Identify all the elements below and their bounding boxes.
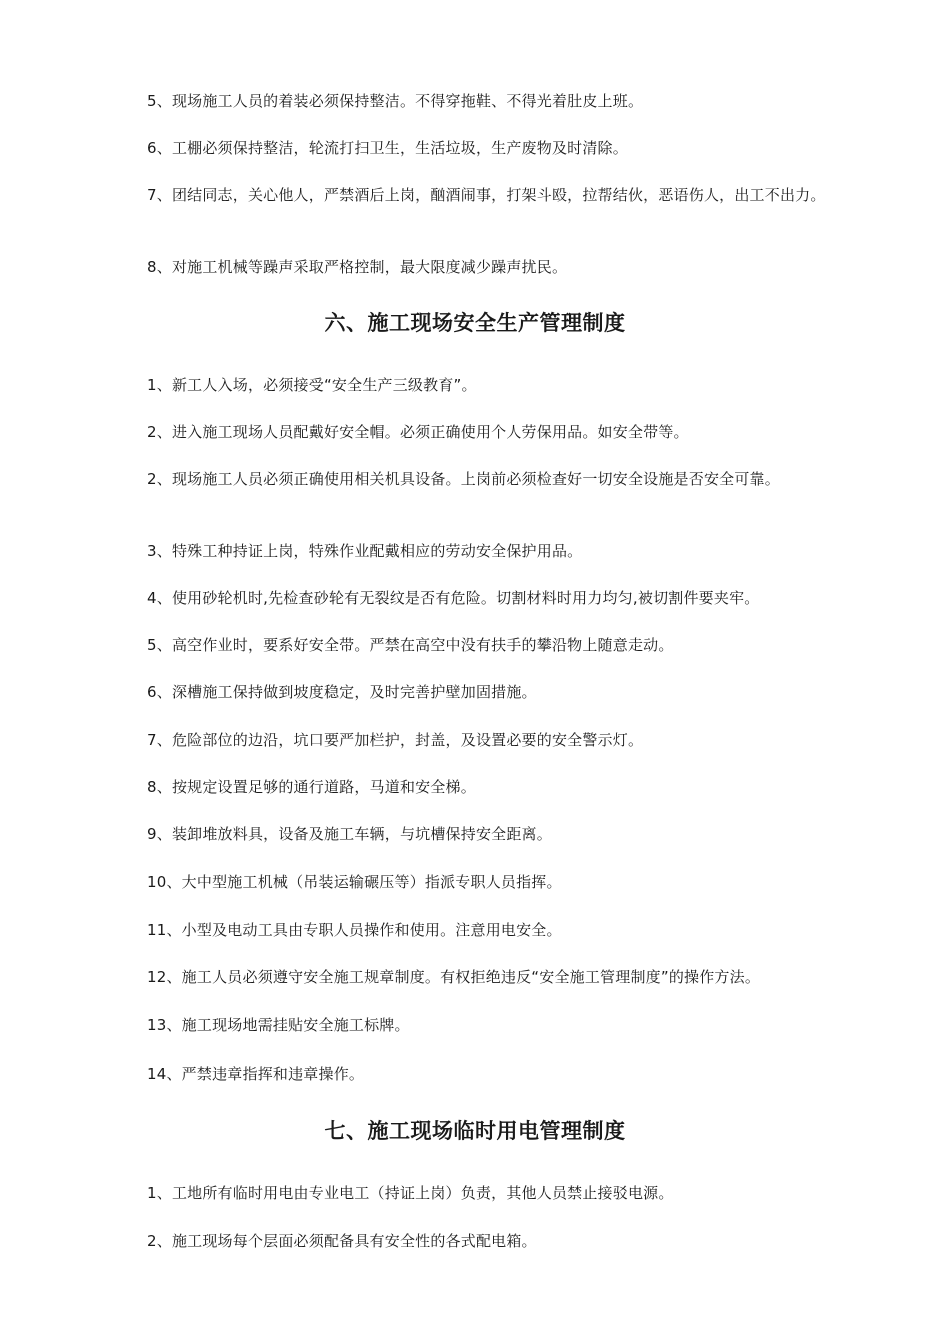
section6-item-2a: 2、进入施工现场人员配戴好安全帽。必须正确使用个人劳保用品。如安全带等。: [147, 423, 689, 441]
section6-item-11: 11、小型及电动工具由专职人员操作和使用。注意用电安全。: [147, 921, 562, 939]
section6-item-1: 1、新工人入场，必须接受“安全生产三级教育”。: [147, 376, 477, 394]
section7-item-2: 2、施工现场每个层面必须配备具有安全性的各式配电箱。: [147, 1232, 537, 1250]
section6-item-6: 6、深槽施工保持做到坡度稳定，及时完善护壁加固措施。: [147, 683, 537, 701]
section6-item-9: 9、装卸堆放料具，设备及施工车辆，与坑槽保持安全距离。: [147, 825, 552, 843]
section6-item-5: 5、高空作业时，要系好安全带。严禁在高空中没有扶手的攀沿物上随意走动。: [147, 636, 674, 654]
section6-item-14: 14、严禁违章指挥和违章操作。: [147, 1065, 365, 1083]
section6-item-8: 8、按规定设置足够的通行道路，马道和安全梯。: [147, 778, 476, 796]
section6-item-7: 7、危险部位的边沿，坑口要严加栏护，封盖，及设置必要的安全警示灯。: [147, 731, 644, 749]
section5-item-6: 6、工棚必须保持整洁，轮流打扫卫生，生活垃圾，生产废物及时清除。: [147, 139, 628, 157]
section6-item-10: 10、大中型施工机械（吊装运输碾压等）指派专职人员指挥。: [147, 873, 562, 891]
section7-heading: 七、施工现场临时用电管理制度: [324, 1118, 626, 1143]
section6-item-12: 12、施工人员必须遵守安全施工规章制度。有权拒绝违反“安全施工管理制度”的操作方法。: [147, 968, 761, 986]
section6-heading: 六、施工现场安全生产管理制度: [324, 310, 626, 335]
section7-item-1: 1、工地所有临时用电由专业电工（持证上岗）负责，其他人员禁止接驳电源。: [147, 1184, 674, 1202]
section5-item-7: 7、团结同志，关心他人，严禁酒后上岗，酗酒闹事，打架斗殴，拉帮结伙，恶语伤人，出工不出力。: [147, 186, 826, 204]
section5-item-8: 8、对施工机械等躁声采取严格控制，最大限度减少躁声扰民。: [147, 258, 568, 276]
section6-item-2b: 2、现场施工人员必须正确使用相关机具设备。上岗前必须检查好一切安全设施是否安全可靠。: [147, 470, 780, 488]
section6-item-4: 4、使用砂轮机时,先检查砂轮有无裂纹是否有危险。切割材料时用力均匀,被切割件要夹牢。: [147, 589, 760, 607]
section6-item-3: 3、特殊工种持证上岗，特殊作业配戴相应的劳动安全保护用品。: [147, 542, 583, 560]
section6-item-13: 13、施工现场地需挂贴安全施工标牌。: [147, 1016, 410, 1034]
section5-item-5: 5、现场施工人员的着装必须保持整洁。不得穿拖鞋、不得光着肚皮上班。: [147, 92, 644, 110]
